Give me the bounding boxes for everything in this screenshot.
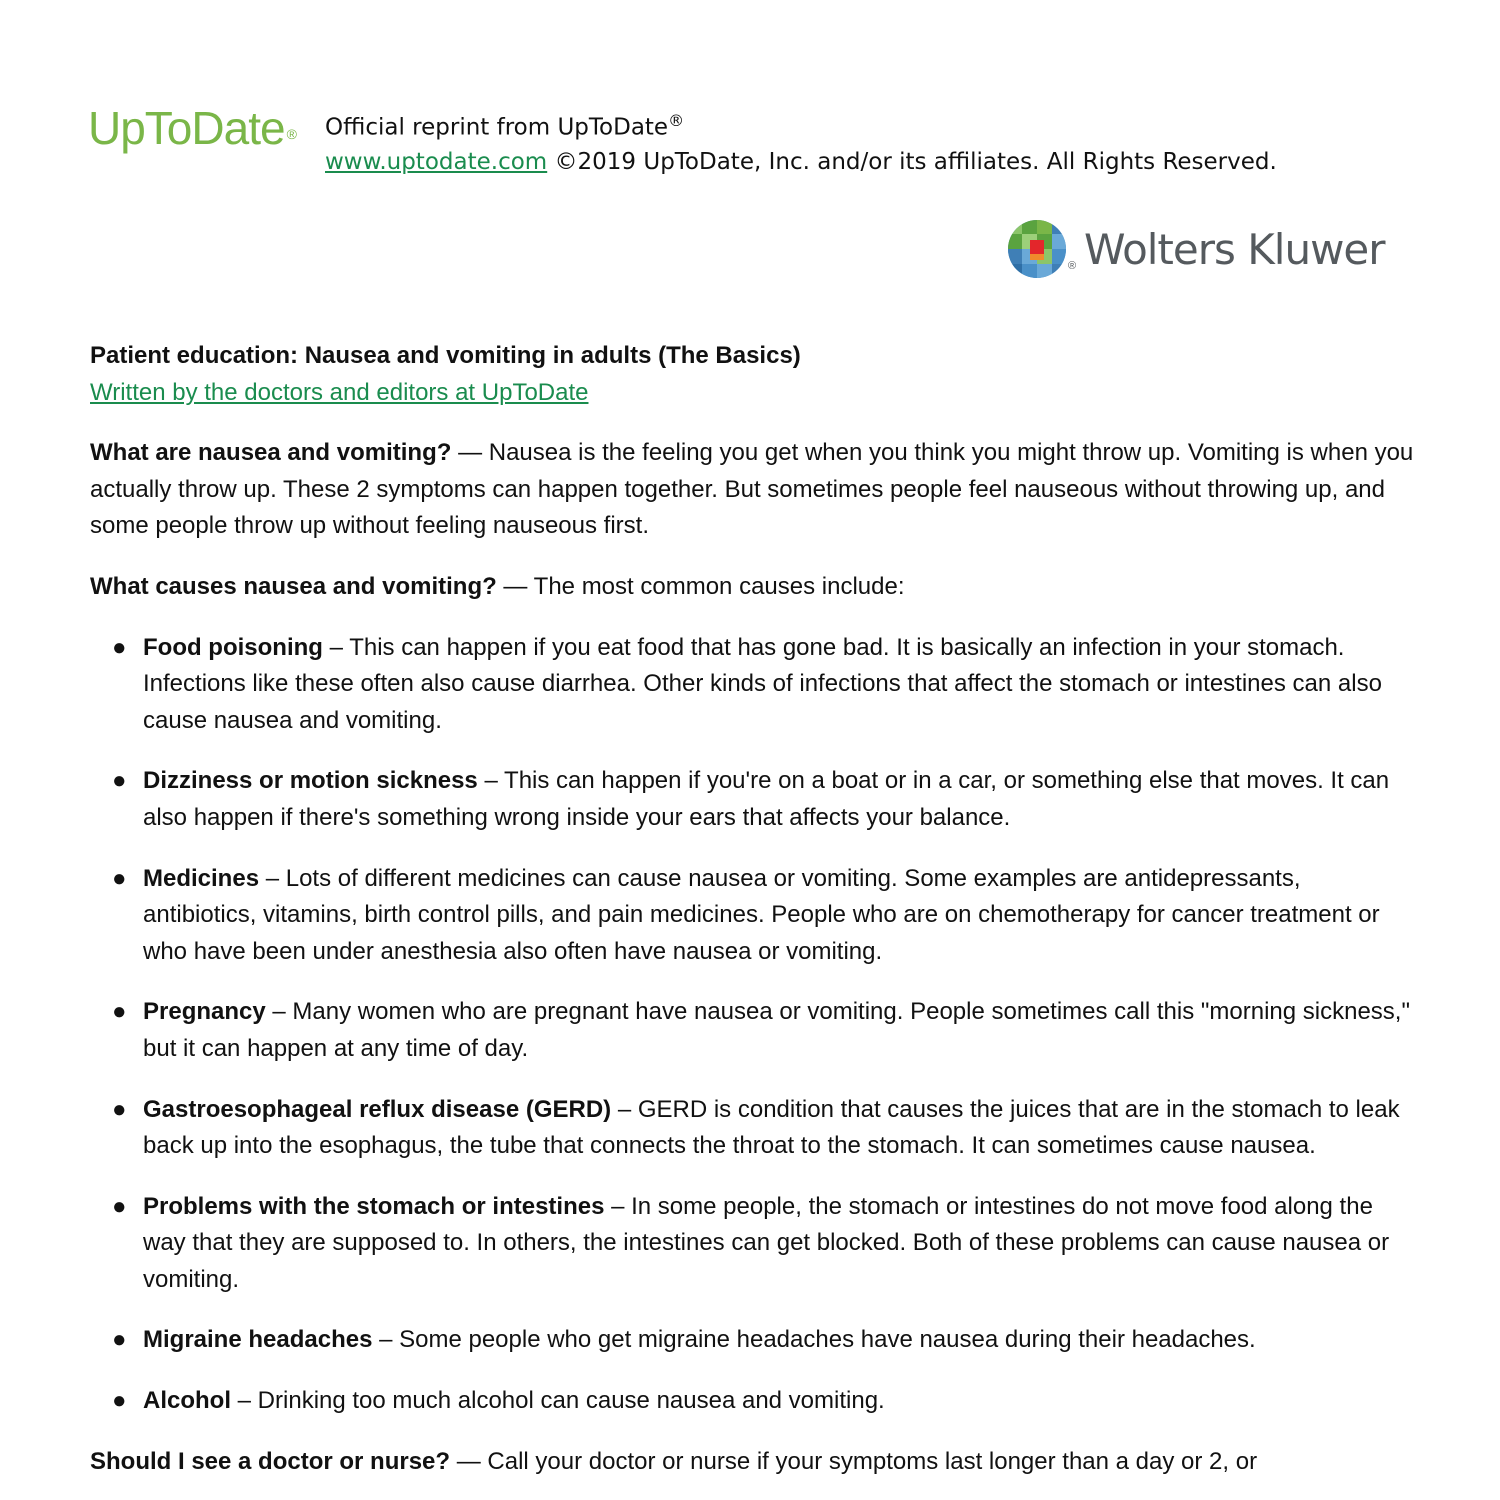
section-question: Should I see a doctor or nurse? xyxy=(90,1447,451,1475)
cause-text: – GERD is condition that causes the juices that are in the stomach to leak back up into the esophagus, the tube that connects the throat to the stomach. It can sometimes cause nausea. xyxy=(143,1095,1400,1160)
list-item xyxy=(90,994,1420,1067)
section-answer: — Call your doctor or nurse if your symptoms last longer than a day or 2, or xyxy=(450,1447,1258,1475)
cause-text: – Lots of different medicines can cause nausea or vomiting. Some examples are antidepressants, antibiotics, vitamins, birth control pills, and pain medicines. People who are on chemotherapy for cancer treatment or who have been under anesthesia also often have nausea or vomiting. xyxy=(143,864,1380,965)
cause-term: Medicines xyxy=(143,864,260,892)
cause-text: – This can happen if you're on a boat or in a car, or something else that moves. It can also happen if there's something wrong inside your ears that affects your balance. xyxy=(143,767,1390,831)
wolters-kluwer-globe-icon xyxy=(1008,220,1066,278)
reprint-line: Official reprint from UpToDate xyxy=(325,114,669,141)
list-item xyxy=(90,630,1420,740)
cause-term: Gastroesophageal reflux disease (GERD) xyxy=(143,1095,612,1123)
section-answer: — The most common causes include: xyxy=(496,572,905,600)
bullet-icon: ● xyxy=(112,633,127,661)
article-body xyxy=(90,338,1420,1480)
bullet-icon: ● xyxy=(112,864,127,892)
list-item xyxy=(90,1092,1420,1165)
section-see-doctor xyxy=(90,1444,1420,1481)
list-item xyxy=(90,1189,1420,1299)
cause-text: – Many women who are pregnant have nausea or vomiting. People sometimes call this "morning sickness," but it can happen at any time of day. xyxy=(143,998,1410,1062)
article-title: Patient education: Nausea and vomiting in adults (The Basics) xyxy=(90,342,801,369)
uptodate-site-link[interactable]: www.uptodate.com xyxy=(325,148,548,175)
bullet-icon: ● xyxy=(112,1095,127,1123)
list-item xyxy=(90,1322,1420,1359)
section-what-causes xyxy=(90,569,1420,606)
cause-term: Food poisoning xyxy=(143,633,323,661)
cause-text: – In some people, the stomach or intestines do not move food along the way that they are supposed to. In others, the intestines can get blocked. Both of these problems can cause nausea or vomiting. xyxy=(143,1192,1390,1293)
cause-term: Dizziness or motion sickness xyxy=(143,767,478,795)
cause-term: Alcohol xyxy=(143,1387,231,1415)
reprint-header xyxy=(88,100,1408,180)
list-item xyxy=(90,763,1420,836)
cause-text: – Some people who get migraine headaches have nausea during their headaches. xyxy=(372,1326,1256,1354)
bullet-icon: ● xyxy=(112,998,127,1026)
wolters-kluwer-reg-mark: ® xyxy=(1068,260,1077,272)
section-question: What are nausea and vomiting? xyxy=(90,439,452,467)
bullet-icon: ● xyxy=(112,1387,127,1415)
list-item xyxy=(90,861,1420,971)
uptodate-logo: UpToDate ® xyxy=(88,102,296,154)
copyright-text: ©2019 UpToDate, Inc. and/or its affiliates. All Rights Reserved. xyxy=(547,148,1277,175)
causes-list xyxy=(90,630,1420,1420)
bullet-icon: ● xyxy=(112,1192,127,1220)
cause-text: – Drinking too much alcohol can cause nausea and vomiting. xyxy=(231,1387,885,1415)
section-question: What causes nausea and vomiting? xyxy=(90,572,497,600)
bullet-icon: ● xyxy=(112,1326,127,1354)
bullet-icon: ● xyxy=(112,767,127,795)
cause-term: Pregnancy xyxy=(143,998,266,1026)
cause-term: Problems with the stomach or intestines xyxy=(143,1192,605,1220)
cause-term: Migraine headaches xyxy=(143,1326,373,1354)
cause-text: – This can happen if you eat food that has gone bad. It is basically an infection in your stomach. Infections like these often also cause diarrhea. Other kinds of infections that affect the stomach or intestines can also cause nausea and vomiting. xyxy=(143,633,1382,734)
section-answer: — Nausea is the feeling you get when you think you might throw up. Vomiting is when you actually throw up. These 2 symptoms can happen together. But sometimes people feel nauseous without throwing up, and some people throw up without feeling nauseous first. xyxy=(90,439,1414,540)
reprint-notice: Official reprint from UpToDate® www.uptodate.com ©2019 UpToDate, Inc. and/or its affiliates. All Rights Reserved. xyxy=(325,111,1277,175)
wolters-kluwer-wordmark: Wolters Kluwer xyxy=(1084,225,1385,274)
list-item xyxy=(90,1383,1420,1420)
wolters-kluwer-logo xyxy=(1008,218,1388,282)
article-byline-link[interactable]: Written by the doctors and editors at UpToDate xyxy=(90,378,589,406)
section-what-are xyxy=(90,435,1420,545)
